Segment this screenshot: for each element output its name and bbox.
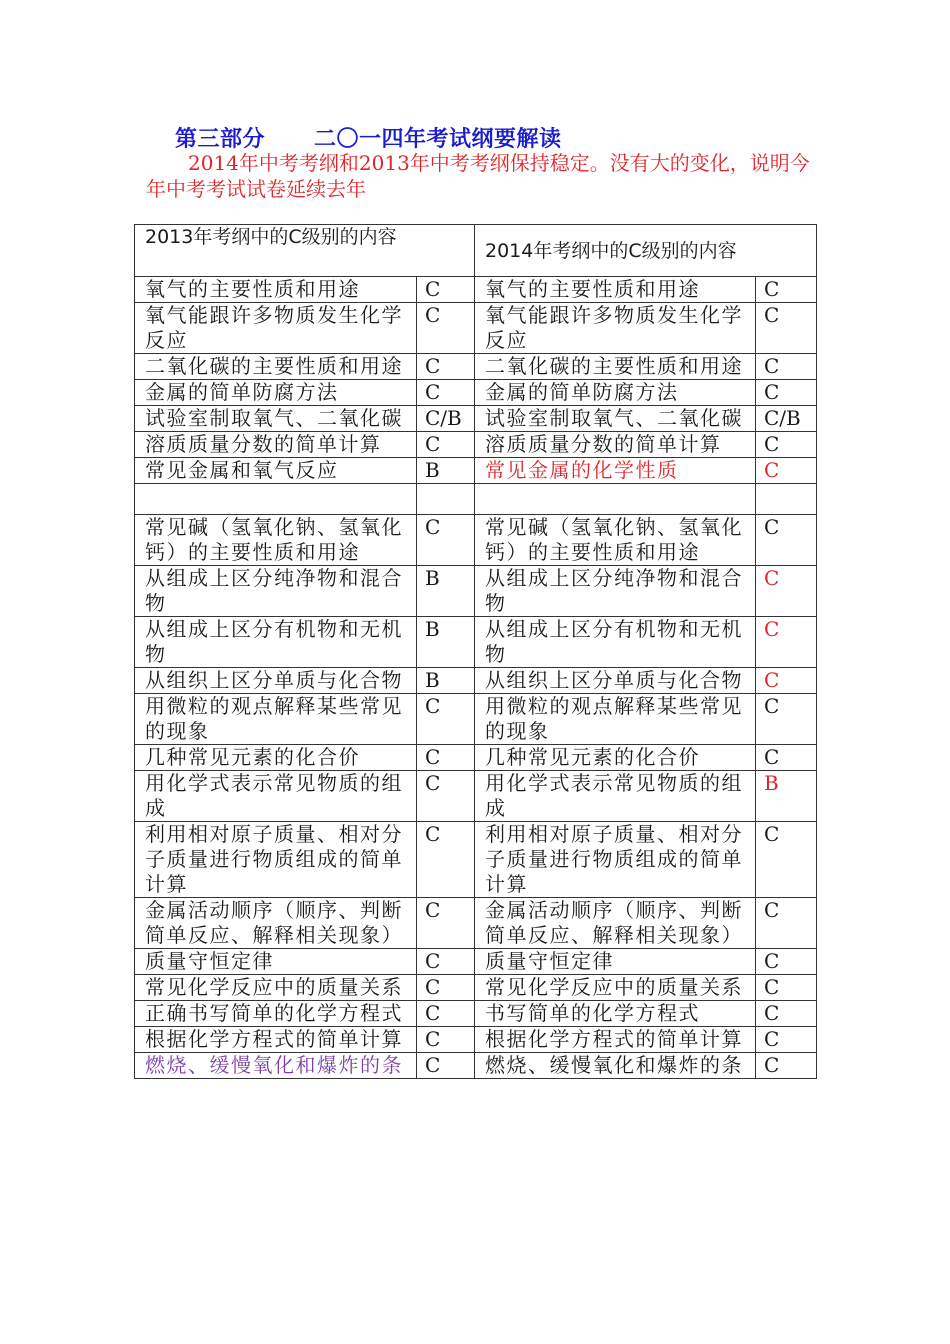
table-row	[135, 1001, 817, 1027]
cell-item-2013: 氧气能跟许多物质发生化学反应	[135, 303, 417, 354]
cell-level-2013: B	[417, 668, 475, 694]
cell-level-2014: C	[756, 277, 817, 303]
table-row	[135, 668, 817, 694]
cell-level-2014: C	[756, 617, 817, 668]
cell-item-2013: 用化学式表示常见物质的组成	[135, 771, 417, 822]
title-part: 第三部分	[175, 127, 266, 152]
cell-item-2014: 几种常见元素的化合价	[475, 745, 756, 771]
table-row	[135, 898, 817, 949]
cell-level-2013: C	[417, 432, 475, 458]
table-row	[135, 694, 817, 745]
cell-level-2014: C	[756, 1053, 817, 1079]
header-2014: 2014年考纲中的C级别的内容	[475, 225, 817, 277]
cell-level-2014: C	[756, 694, 817, 745]
cell-level-2013: C	[417, 1027, 475, 1053]
cell-level-2013: C	[417, 1001, 475, 1027]
table-row	[135, 303, 817, 354]
cell-level-2014: C	[756, 975, 817, 1001]
cell-level-2013: C	[417, 949, 475, 975]
cell-level-2013: C	[417, 303, 475, 354]
syllabus-comparison-table	[134, 224, 817, 1079]
table-row	[135, 771, 817, 822]
cell-item-2013: 试验室制取氧气、二氧化碳	[135, 406, 417, 432]
cell-level-2013: B	[417, 617, 475, 668]
cell-item-2014: 书写简单的化学方程式	[475, 1001, 756, 1027]
table-row	[135, 975, 817, 1001]
cell-item-2013: 金属的简单防腐方法	[135, 380, 417, 406]
cell-level-2013: C	[417, 380, 475, 406]
cell-item-2013: 从组织上区分单质与化合物	[135, 668, 417, 694]
cell-item-2014: 从组织上区分单质与化合物	[475, 668, 756, 694]
cell-level-2013: C	[417, 1053, 475, 1079]
cell-item-2014: 金属活动顺序（顺序、判断简单反应、解释相关现象）	[475, 898, 756, 949]
cell-level-2014: C	[756, 1001, 817, 1027]
table-row	[135, 745, 817, 771]
cell-level-2014: C	[756, 745, 817, 771]
table-row	[135, 484, 817, 515]
cell-item-2014: 二氧化碳的主要性质和用途	[475, 354, 756, 380]
cell-item-2014: 常见化学反应中的质量关系	[475, 975, 756, 1001]
cell-level-2014: C	[756, 949, 817, 975]
cell-item-2013	[135, 484, 417, 515]
cell-item-2014: 氧气的主要性质和用途	[475, 277, 756, 303]
table-row	[135, 949, 817, 975]
cell-item-2014: 从组成上区分纯净物和混合物	[475, 566, 756, 617]
cell-item-2013: 正确书写简单的化学方程式	[135, 1001, 417, 1027]
intro-text: 2014年中考考纲和2013年中考考纲保持稳定。没有大的变化，说明今年中考考试试卷延续去年	[146, 151, 810, 201]
cell-level-2013: C	[417, 898, 475, 949]
cell-item-2014: 常见金属的化学性质	[475, 458, 756, 484]
cell-level-2014: C	[756, 566, 817, 617]
header-2013: 2013年考纲中的C级别的内容	[135, 225, 475, 277]
cell-item-2014	[475, 484, 756, 515]
cell-item-2014: 根据化学方程式的简单计算	[475, 1027, 756, 1053]
cell-item-2014: 用化学式表示常见物质的组成	[475, 771, 756, 822]
cell-item-2013: 氧气的主要性质和用途	[135, 277, 417, 303]
cell-item-2013: 从组成上区分纯净物和混合物	[135, 566, 417, 617]
cell-item-2013: 质量守恒定律	[135, 949, 417, 975]
cell-level-2013: C/B	[417, 406, 475, 432]
cell-item-2013: 从组成上区分有机物和无机物	[135, 617, 417, 668]
cell-level-2013	[417, 484, 475, 515]
cell-level-2013: C	[417, 822, 475, 898]
cell-item-2013: 根据化学方程式的简单计算	[135, 1027, 417, 1053]
table-row	[135, 515, 817, 566]
cell-level-2014: C	[756, 898, 817, 949]
table-row	[135, 432, 817, 458]
cell-level-2013: C	[417, 745, 475, 771]
cell-level-2014: C	[756, 668, 817, 694]
cell-item-2013: 二氧化碳的主要性质和用途	[135, 354, 417, 380]
cell-item-2014: 质量守恒定律	[475, 949, 756, 975]
table-row	[135, 1027, 817, 1053]
table-row	[135, 1053, 817, 1079]
cell-level-2013: C	[417, 515, 475, 566]
cell-item-2013: 几种常见元素的化合价	[135, 745, 417, 771]
cell-item-2014: 溶质质量分数的简单计算	[475, 432, 756, 458]
cell-level-2014: C	[756, 380, 817, 406]
cell-item-2013: 常见碱（氢氧化钠、氢氧化钙）的主要性质和用途	[135, 515, 417, 566]
cell-level-2014	[756, 484, 817, 515]
table-row	[135, 458, 817, 484]
cell-item-2014: 金属的简单防腐方法	[475, 380, 756, 406]
table-row	[135, 380, 817, 406]
cell-level-2013: B	[417, 566, 475, 617]
title-text: 二〇一四年考试纲要解读	[313, 127, 562, 152]
cell-item-2014: 从组成上区分有机物和无机物	[475, 617, 756, 668]
cell-level-2013: C	[417, 354, 475, 380]
cell-level-2014: C	[756, 458, 817, 484]
cell-item-2014: 氧气能跟许多物质发生化学反应	[475, 303, 756, 354]
cell-level-2014: C	[756, 822, 817, 898]
table-row	[135, 354, 817, 380]
cell-level-2014: C	[756, 303, 817, 354]
cell-item-2014: 常见碱（氢氧化钠、氢氧化钙）的主要性质和用途	[475, 515, 756, 566]
cell-level-2013: C	[417, 975, 475, 1001]
intro-paragraph	[146, 150, 814, 202]
cell-level-2014: B	[756, 771, 817, 822]
table-header-row	[135, 225, 817, 277]
cell-item-2014: 用微粒的观点解释某些常见的现象	[475, 694, 756, 745]
table-row	[135, 617, 817, 668]
table-row	[135, 566, 817, 617]
cell-item-2014: 试验室制取氧气、二氧化碳	[475, 406, 756, 432]
cell-level-2013: C	[417, 694, 475, 745]
table-row	[135, 277, 817, 303]
cell-item-2013: 常见金属和氧气反应	[135, 458, 417, 484]
page-title	[175, 122, 562, 153]
table-body	[135, 225, 817, 1079]
cell-item-2013: 燃烧、缓慢氧化和爆炸的条	[135, 1053, 417, 1079]
cell-item-2013: 利用相对原子质量、相对分子质量进行物质组成的简单计算	[135, 822, 417, 898]
cell-item-2014: 利用相对原子质量、相对分子质量进行物质组成的简单计算	[475, 822, 756, 898]
cell-item-2013: 溶质质量分数的简单计算	[135, 432, 417, 458]
table-row	[135, 822, 817, 898]
cell-item-2014: 燃烧、缓慢氧化和爆炸的条	[475, 1053, 756, 1079]
cell-level-2014: C	[756, 354, 817, 380]
cell-level-2013: B	[417, 458, 475, 484]
cell-item-2013: 常见化学反应中的质量关系	[135, 975, 417, 1001]
cell-item-2013: 金属活动顺序（顺序、判断简单反应、解释相关现象）	[135, 898, 417, 949]
cell-level-2014: C/B	[756, 406, 817, 432]
cell-level-2013: C	[417, 771, 475, 822]
cell-level-2014: C	[756, 1027, 817, 1053]
table-row	[135, 406, 817, 432]
cell-level-2014: C	[756, 432, 817, 458]
cell-level-2013: C	[417, 277, 475, 303]
cell-level-2014: C	[756, 515, 817, 566]
cell-item-2013: 用微粒的观点解释某些常见的现象	[135, 694, 417, 745]
